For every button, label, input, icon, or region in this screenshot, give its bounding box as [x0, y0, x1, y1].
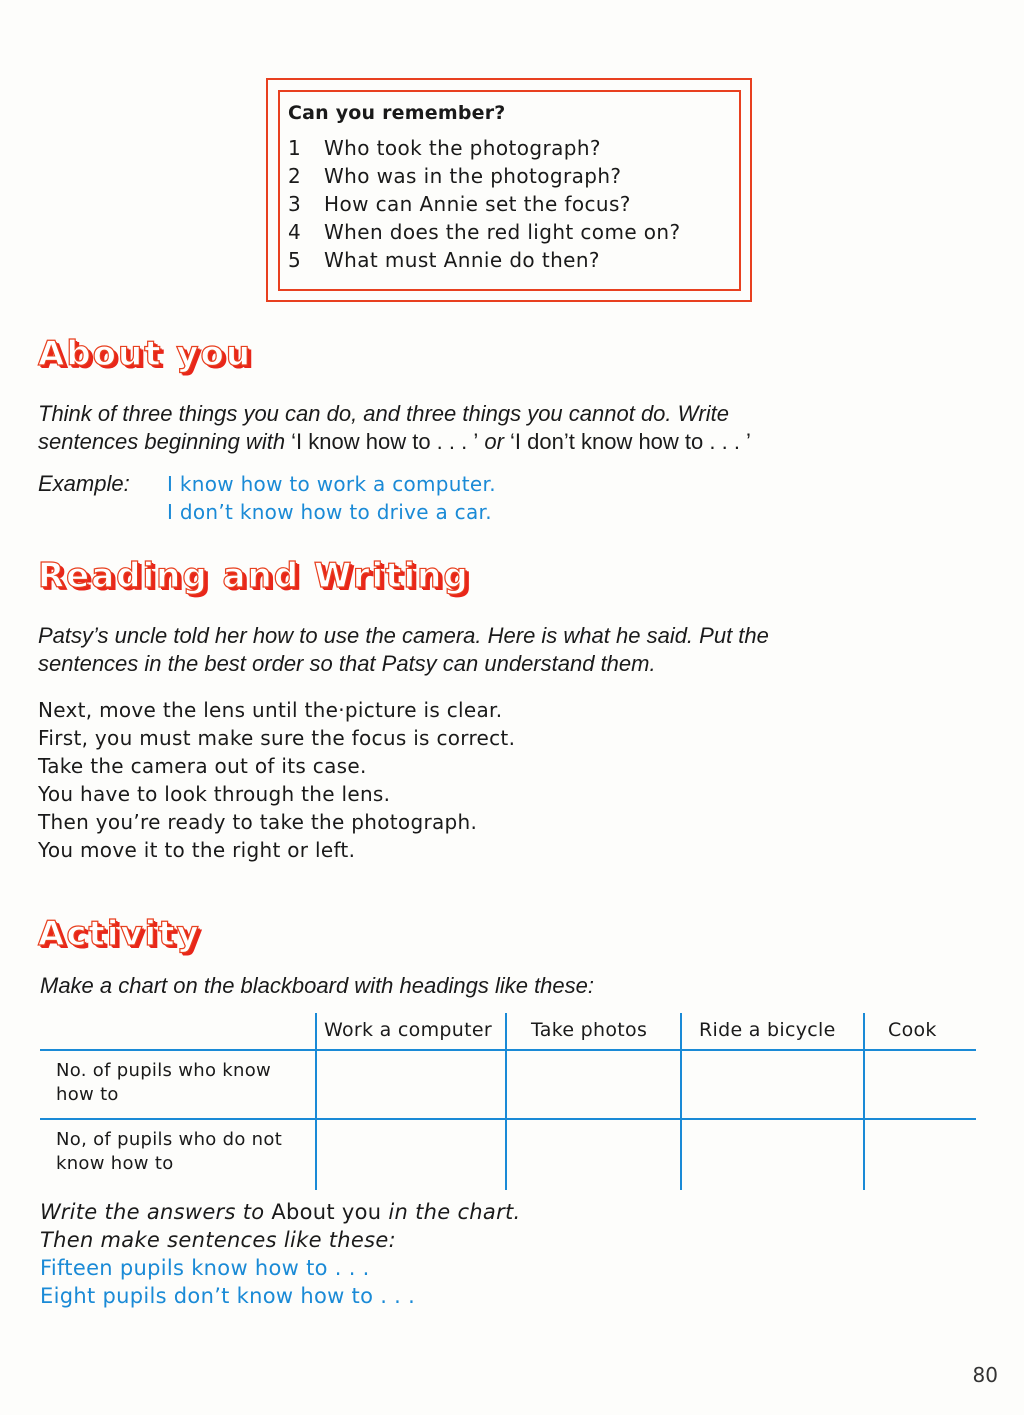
table-divider	[315, 1013, 317, 1190]
reading-writing-heading: Reading and Writing	[38, 556, 470, 596]
example-list	[167, 470, 496, 526]
remember-box	[266, 78, 752, 302]
example-sentence: Fifteen pupils know how to . . .	[40, 1256, 370, 1280]
sentence: You move it to the right or left.	[38, 838, 356, 862]
sentence: You have to look through the lens.	[38, 782, 391, 806]
question-text: When does the red light come on?	[324, 220, 681, 244]
followup-line	[40, 1198, 521, 1226]
question-number: 4	[288, 220, 302, 244]
followup-text: in the chart.	[381, 1200, 521, 1224]
column-header: Take photos	[531, 1019, 648, 1041]
instruction-text: sentences beginning with	[38, 429, 292, 454]
about-you-heading: About you	[38, 334, 253, 374]
activity-instruction: Make a chart on the blackboard with headings like these:	[40, 973, 594, 998]
row-label	[56, 1128, 282, 1176]
activity-chart-table	[40, 1013, 976, 1190]
table-rule	[40, 1049, 976, 1051]
table-divider	[680, 1013, 682, 1190]
question-item	[288, 190, 739, 218]
column-header: Cook	[888, 1019, 937, 1041]
row-label	[56, 1059, 271, 1107]
about-you-instruction	[38, 400, 998, 456]
section-reference: About you	[271, 1200, 382, 1224]
question-text: Who took the photograph?	[324, 136, 601, 160]
activity-followup	[40, 1198, 521, 1310]
table-divider	[505, 1013, 507, 1190]
sentence: Take the camera out of its case.	[38, 754, 367, 778]
sentence: First, you must make sure the focus is correct.	[38, 726, 516, 750]
table-divider	[863, 1013, 865, 1190]
question-text: Who was in the photograph?	[324, 164, 622, 188]
example-sentence: I don’t know how to drive a car.	[167, 500, 492, 524]
question-item	[288, 134, 739, 162]
instruction-text: or	[478, 429, 511, 454]
example-label: Example:	[38, 471, 130, 496]
sentence: Then you’re ready to take the photograph.	[38, 810, 478, 834]
remember-title: Can you remember?	[288, 102, 506, 124]
followup-line	[40, 1226, 521, 1254]
example-sentence: I know how to work a computer.	[167, 472, 496, 496]
quoted-phrase: ‘I don’t know how to . . . ’	[510, 429, 751, 454]
question-item	[288, 246, 739, 274]
question-number: 3	[288, 192, 302, 216]
column-header: Ride a bicycle	[699, 1019, 836, 1041]
question-number: 2	[288, 164, 302, 188]
question-number: 5	[288, 248, 302, 272]
followup-text: Write the answers to	[40, 1200, 272, 1224]
example-sentence: Eight pupils don’t know how to . . .	[40, 1284, 416, 1308]
reading-writing-instruction	[38, 622, 998, 678]
question-item	[288, 218, 739, 246]
activity-heading: Activity	[38, 914, 201, 954]
instruction-line: Patsy’s uncle told her how to use the camera. Here is what he said. Put the	[38, 623, 769, 648]
remember-box-inner	[278, 90, 741, 291]
instruction-line	[38, 428, 998, 456]
sentence: Next, move the lens until the·picture is clear.	[38, 698, 503, 722]
row-label-line: No, of pupils who do not	[56, 1129, 283, 1150]
question-text: What must Annie do then?	[324, 248, 600, 272]
instruction-line: Think of three things you can do, and three things you cannot do. Write	[38, 401, 729, 426]
followup-text: Then make sentences like these:	[40, 1228, 396, 1252]
row-label-line: how to	[56, 1084, 119, 1105]
quoted-phrase: ‘I know how to . . . ’	[291, 429, 479, 454]
row-label-line: know how to	[56, 1153, 174, 1174]
instruction-line: sentences in the best order so that Patsy can understand them.	[38, 651, 656, 676]
question-number: 1	[288, 136, 302, 160]
question-item	[288, 162, 739, 190]
row-label-line: No. of pupils who know	[56, 1060, 272, 1081]
column-header: Work a computer	[324, 1019, 492, 1041]
sentence-list	[38, 696, 515, 864]
question-text: How can Annie set the focus?	[324, 192, 631, 216]
page-number: 80	[972, 1363, 998, 1387]
table-rule	[40, 1118, 976, 1120]
